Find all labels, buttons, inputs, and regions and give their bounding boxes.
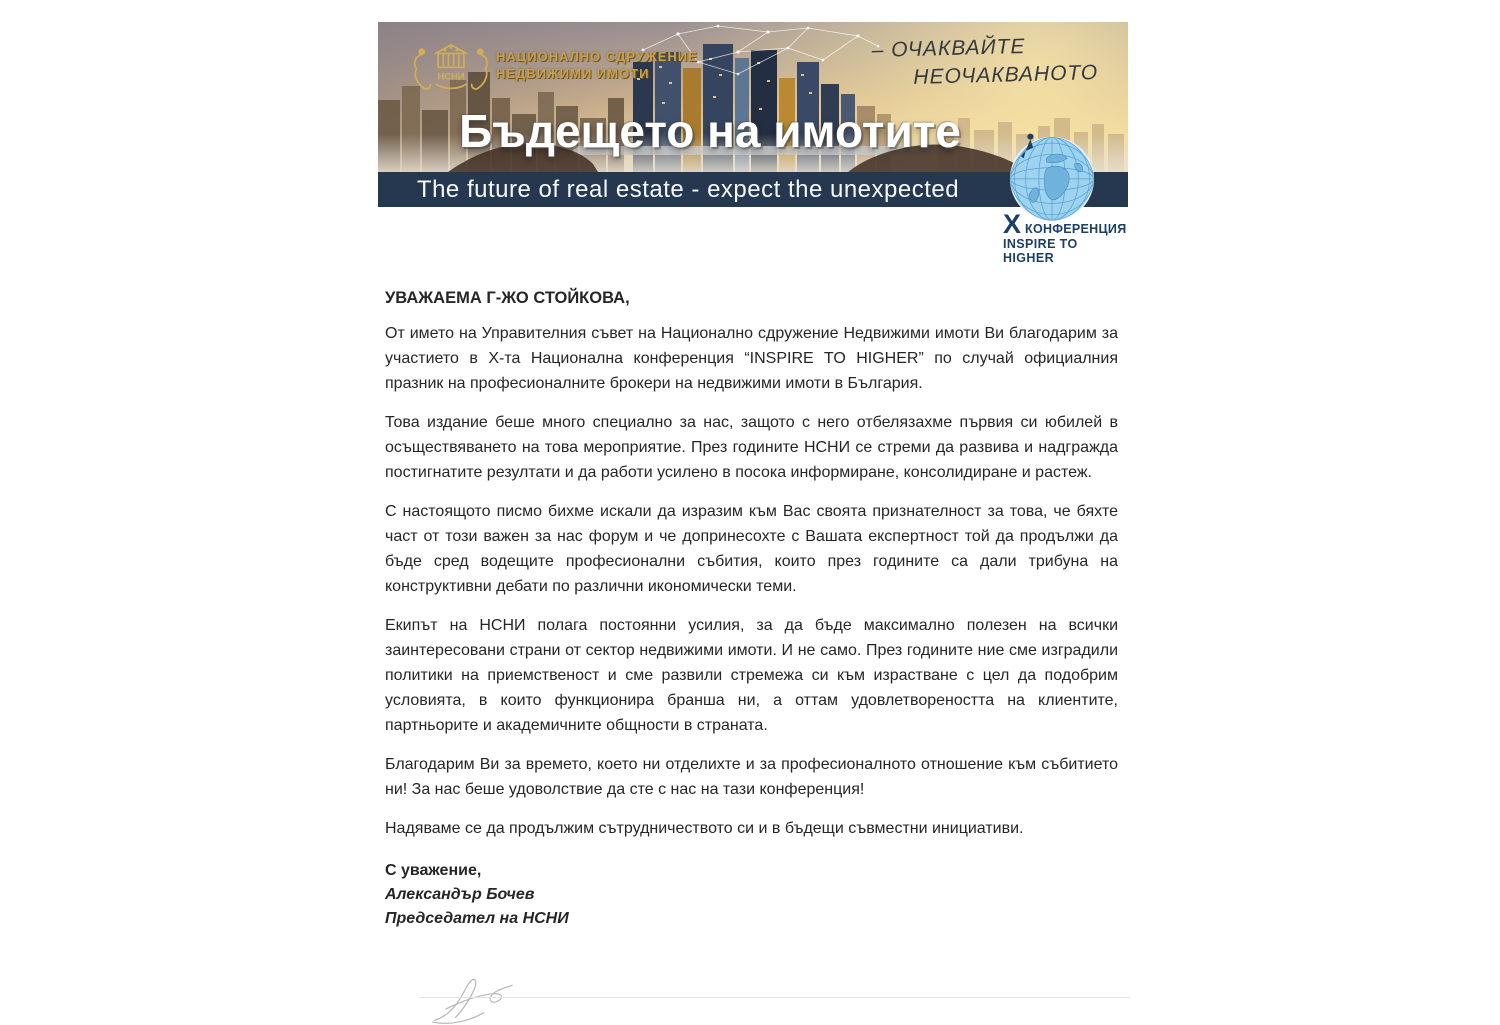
conference-label: КОНФЕРЕНЦИЯ xyxy=(1025,222,1127,236)
handwritten-tagline-line2: НЕОЧАКВАНОТО xyxy=(913,61,1099,89)
signature xyxy=(425,973,537,1025)
org-name-line2: НЕДВИЖИМИ ИМОТИ xyxy=(496,66,650,81)
closing-role: Председател на НСНИ xyxy=(385,910,569,927)
crest-abbr: НСНИ xyxy=(437,71,465,83)
nsni-crest-icon xyxy=(408,34,494,104)
paragraph-4: Екипът на НСНИ полага постоянни усилия, за да бъде максимално полезен на всички заинтересовани страни от сектор недвижими имоти. И не само. През годините ние сме изградили политики на приемственост и сме развили стремежа си към израстване с цел да подобрим условията, в които функционира бранша ни, а оттам удовлетвореността на клиентите, партньорите и академичните общности в страната. xyxy=(385,617,1118,734)
conference-numeral: X xyxy=(1003,209,1022,239)
paragraph-6: Надяваме се да продължим сътрудничеството си и в бъдещи съвместни инициативи. xyxy=(385,820,1024,837)
banner-title: Бъдещето на имотите xyxy=(459,105,961,157)
handwritten-tagline xyxy=(871,31,1098,93)
greeting: УВАЖАЕМА Г-ЖО СТОЙКОВА, xyxy=(385,289,630,307)
paragraph-2: Това издание беше много специално за нас, защото с него отбелязахме първия си юбилей в осъществяването на това мероприятие. През годините НСНИ се стреми да развива и надгражда постигнатите резултати и да работи усилено в посока информиране, консолидиране и растеж. xyxy=(385,414,1118,481)
page-footer-line xyxy=(420,997,1130,998)
closing-name: Александър Бочев xyxy=(385,886,535,903)
banner-subtitle: The future of real estate - expect the unexpected xyxy=(416,175,960,203)
paragraph-3: С настоящото писмо бихме искали да изразим към Вас своята признателност за това, че бяхте част от този важен за нас форум и че допринесохте с Вашата експертност той да продължи да бъде сред водещите професионални събития, които през годините са дали трибуна на конструктивни дебати по различни икономически теми. xyxy=(385,503,1118,595)
org-name-line1: НАЦИОНАЛНО СДРУЖЕНИЕ xyxy=(496,49,698,64)
paragraph-5: Благодарим Ви за времето, което ни отделихте и за професионалното отношение към събитието ни! За нас беше удоволствие да сте с нас на тази конференция! xyxy=(385,756,1118,798)
handwritten-tagline-line1: – ОЧАКВАЙТЕ xyxy=(871,34,1026,62)
conference-motto: INSPIRE TO HIGHER xyxy=(1003,237,1078,265)
org-name xyxy=(496,48,698,82)
letter-body xyxy=(385,286,1118,1025)
conference-mark xyxy=(1003,209,1128,265)
closing-salutation: С уважение, xyxy=(385,862,482,879)
closing-block xyxy=(385,859,1118,931)
conference-banner xyxy=(378,22,1128,265)
paragraph-1: От името на Управителния съвет на Национално сдружение Недвижими имоти Ви благодарим за участието в X-та Национална конференция “INSPIRE TO HIGHER” по случай официалния празник на професионалните брокери на недвижими имоти в България. xyxy=(385,325,1118,392)
